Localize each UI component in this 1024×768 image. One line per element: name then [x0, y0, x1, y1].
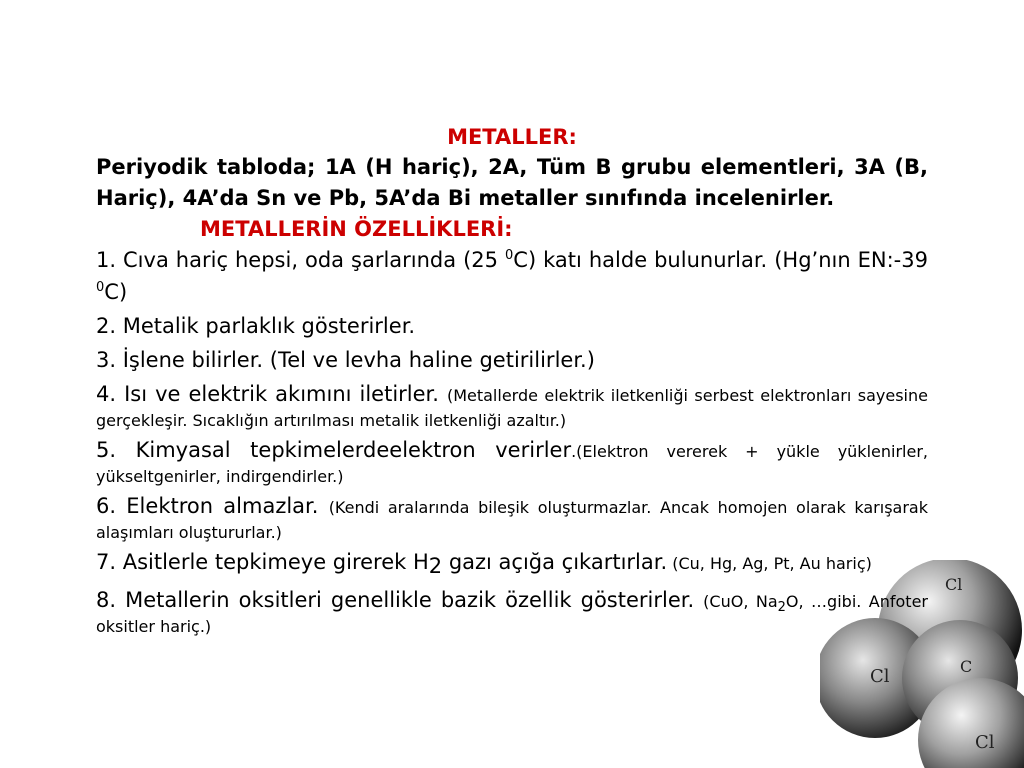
item-text: 5. Kimyasal tepkimelerdeelektron verirler	[96, 438, 572, 462]
subscript: 2	[777, 600, 786, 616]
slide-content	[96, 122, 928, 640]
subscript: 2	[428, 554, 443, 579]
list-item	[96, 378, 928, 432]
item-text: C)	[104, 280, 128, 304]
list-item	[96, 584, 928, 638]
item-note: (Metallerde elektrik iletkenliği serbest elektronları sayesine gerçekleşir. Sıcaklığın artırılması metalik iletkenliği azaltır.)	[96, 386, 928, 430]
slide-title: METALLER:	[447, 125, 577, 149]
atom-label: Cl	[870, 666, 890, 687]
item-text: 8. Metallerin oksitleri genellikle bazik özellik gösterirler.	[96, 588, 704, 613]
item-text: 2. Metalik parlaklık gösterirler.	[96, 314, 416, 338]
item-note: .(Elektron vererek + yükle yüklenirler, yükseltgenirler, indirgendirler.)	[96, 442, 928, 486]
list-item	[96, 310, 928, 342]
atom-label: Cl	[975, 732, 995, 753]
list-item	[96, 344, 928, 376]
item-text: C) katı halde bulunurlar. (Hg’nın EN:-39	[513, 248, 928, 272]
item-text: 7. Asitlerle tepkimeye girerek H	[96, 550, 429, 574]
intro-paragraph: Periyodik tabloda; 1A (H hariç), 2A, Tüm B grubu elementleri, 3A (B, Hariç), 4A’da Sn ve Pb, 5A’da Bi metaller sınıfında incelenirler.	[96, 155, 928, 210]
item-note: O, …gibi. Anfoter oksitler hariç.)	[96, 592, 928, 637]
superscript: 0	[505, 248, 514, 263]
item-text: gazı açığa çıkartırlar.	[442, 550, 668, 574]
item-text: 3. İşlene bilirler. (Tel ve levha haline getirilirler.)	[96, 348, 595, 372]
list-item	[96, 546, 928, 582]
item-note: (Kendi aralarında bileşik oluşturmazlar. Ancak homojen olarak karışarak alaşımları oluştururlar.)	[96, 498, 928, 542]
atom-label: Cl	[945, 575, 963, 594]
section-subtitle: METALLERİN ÖZELLİKLERİ:	[200, 217, 513, 241]
atom-label: C	[960, 657, 973, 676]
item-note: (CuO, Na	[703, 592, 778, 612]
list-item	[96, 490, 928, 544]
list-item	[96, 244, 928, 308]
list-item	[96, 434, 928, 488]
item-text: 1. Cıva hariç hepsi, oda şarlarında (25	[96, 248, 506, 272]
item-note: (Cu, Hg, Ag, Pt, Au hariç)	[667, 554, 872, 573]
item-text: 4. Isı ve elektrik akımını iletirler.	[96, 382, 447, 406]
superscript: 0	[96, 280, 105, 295]
item-text: 6. Elektron almazlar.	[96, 494, 329, 518]
